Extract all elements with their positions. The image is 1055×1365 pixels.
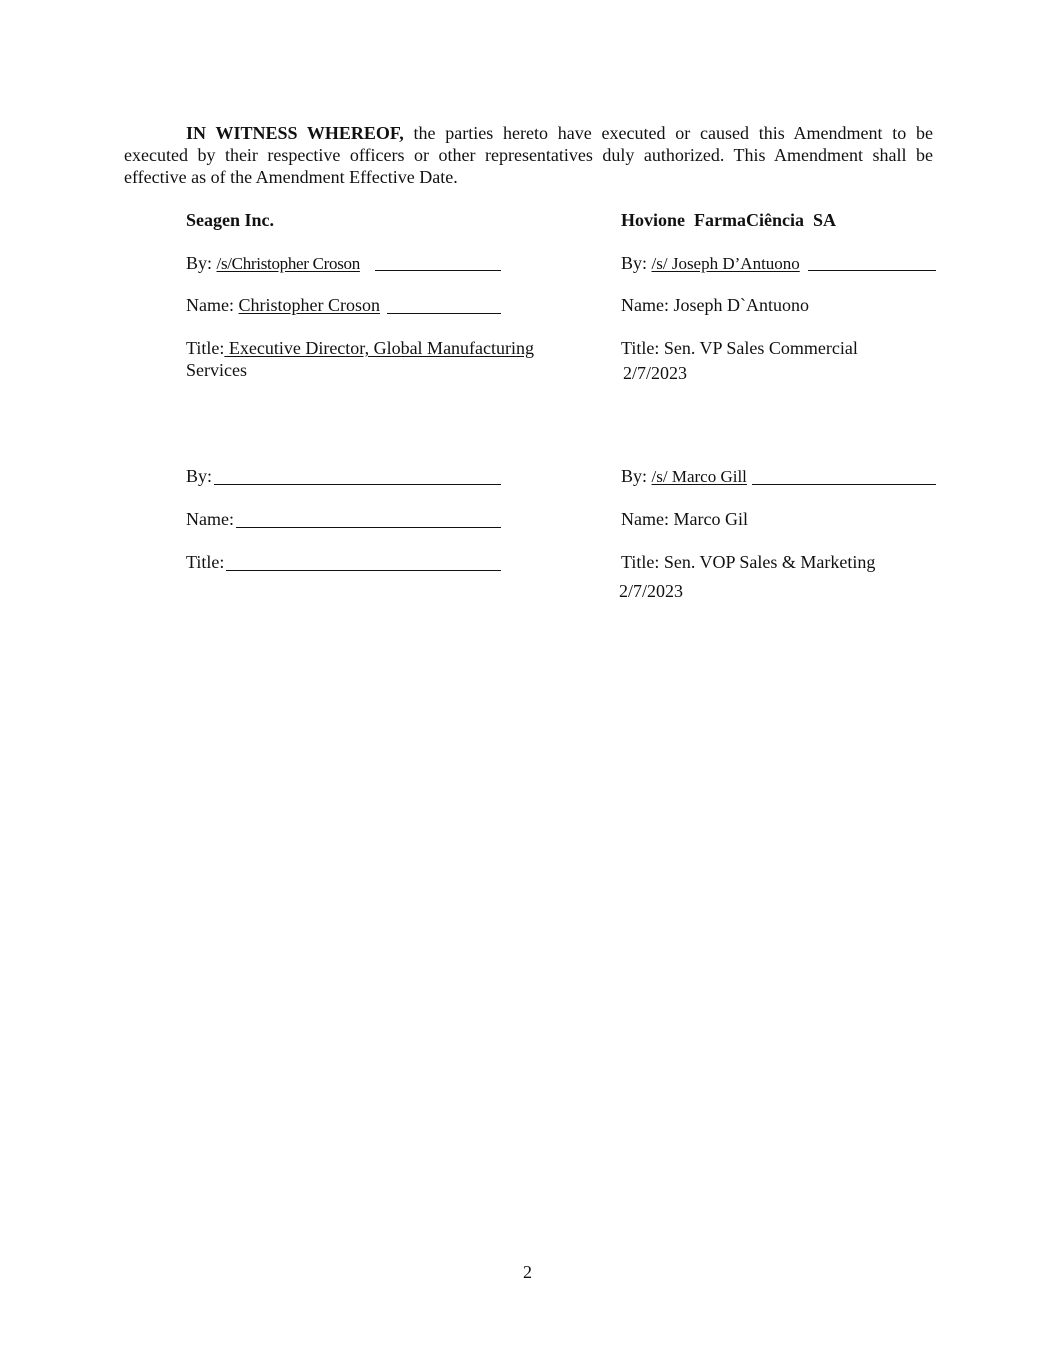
right-sig1-by [621,252,800,275]
witness-lead: IN WITNESS WHEREOF, [186,123,404,143]
left-sig1-by-line [375,270,501,271]
right-sig2-name: Name: Marco Gil [621,509,748,529]
left-sig2-name-label: Name: [186,509,234,529]
left-sig1-by-value: /s/Christopher Croson [216,254,360,273]
left-sig1-name-value: Christopher Croson [238,295,380,315]
right-sig2-by-value: /s/ Marco Gill [651,467,747,486]
left-sig2-title-line [226,570,501,571]
left-sig1-title-cont: Services [186,360,247,380]
left-sig2-by-line [214,484,501,485]
page-number: 2 [523,1262,532,1282]
left-sig2-by-label: By: [186,466,213,486]
left-sig1-by-label: By: [186,253,217,273]
right-sig2-by-label: By: [621,466,652,486]
left-company-name: Seagen Inc. [186,210,275,230]
witness-body: the parties hereto have executed or caused this Amendment to be executed by their respective officers or other representatives duly authorized. This Amendment shall be effective as of the Amendment Effective Date. [124,123,933,187]
left-sig1-title-value: Executive Director, Global Manufacturing [224,338,535,358]
right-sig2-title: Title: Sen. VOP Sales & Marketing [621,552,876,572]
left-sig2-name-line [236,527,501,528]
left-sig1-name-label: Name: [186,295,239,315]
left-sig2-title-label: Title: [186,552,225,572]
left-sig1-title-label: Title: [186,338,225,358]
right-sig1-by-line [808,270,936,271]
left-sig1-name [186,294,380,316]
right-sig1-name: Name: Joseph D`Antuono [621,295,809,315]
right-company-name: Hovione FarmaCiência SA [621,210,836,230]
left-sig1-name-line [387,313,501,314]
left-sig1-title [186,337,534,359]
left-sig1-by [186,252,360,275]
right-sig1-title: Title: Sen. VP Sales Commercial [621,338,858,358]
right-sig1-date: 2/7/2023 [623,363,688,383]
witness-paragraph [124,122,933,188]
right-sig1-by-value: /s/ Joseph D’Antuono [651,254,800,273]
right-sig2-by-line [752,484,936,485]
right-sig2-date: 2/7/2023 [619,581,684,601]
right-sig2-by [621,465,747,488]
right-sig1-by-label: By: [621,253,652,273]
